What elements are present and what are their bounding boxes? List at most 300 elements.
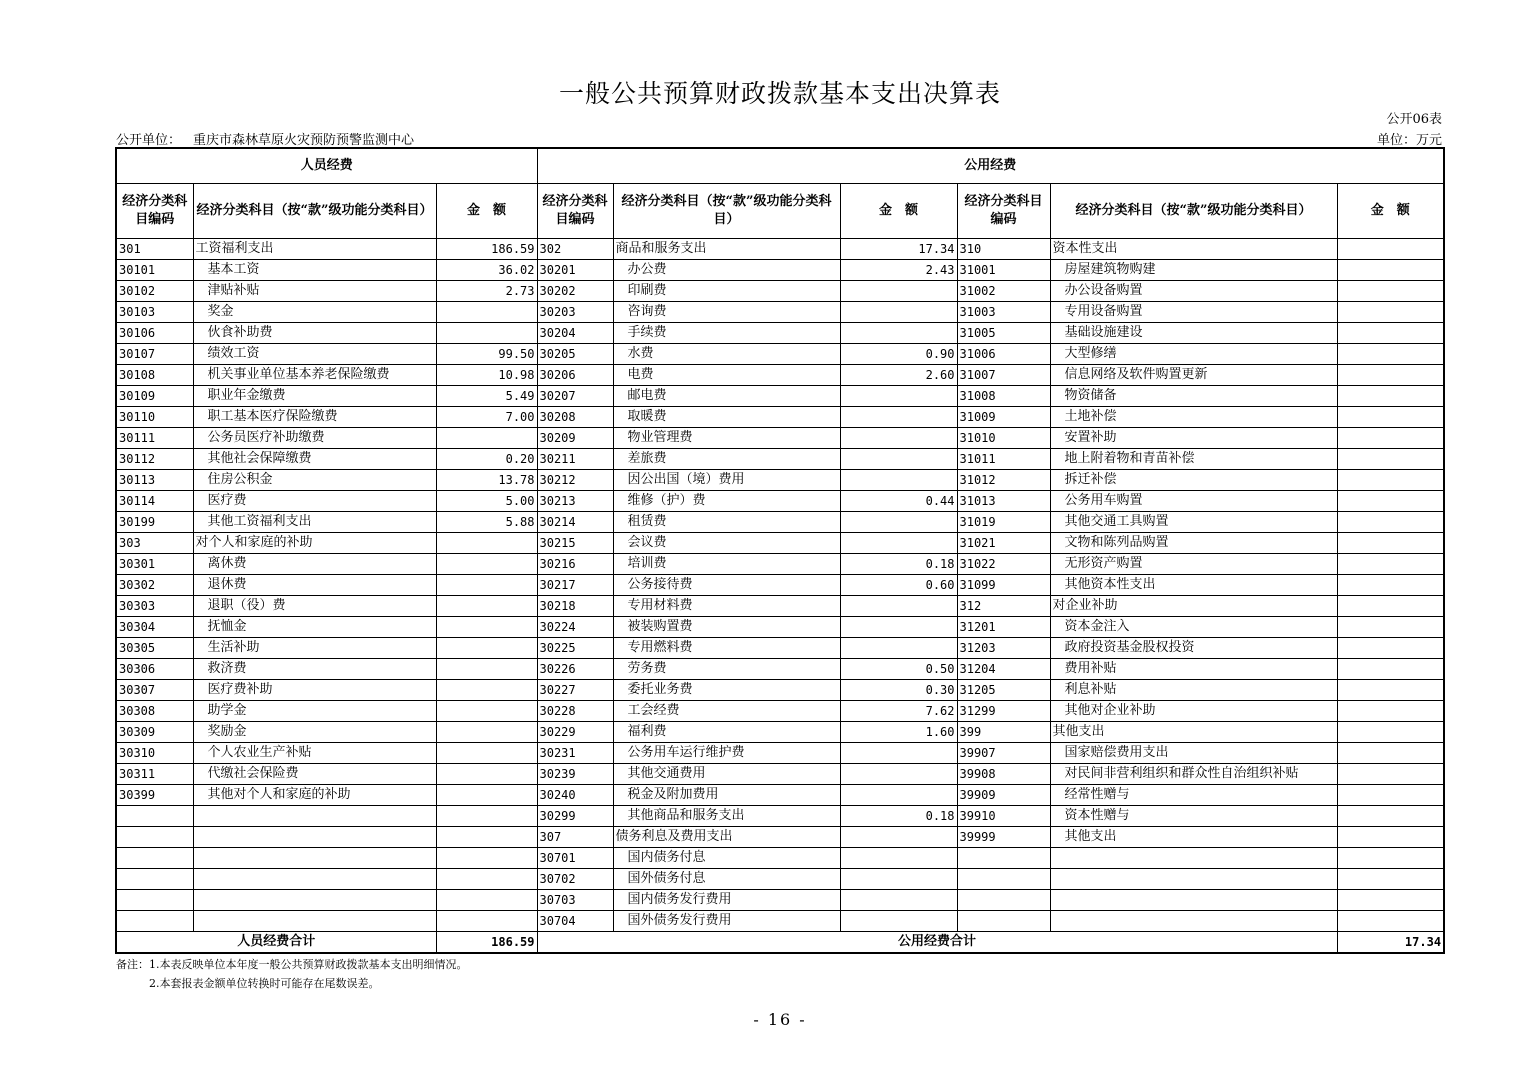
table-row <box>116 491 1444 512</box>
amount <box>436 302 537 323</box>
economic-code: 30228 <box>537 701 613 722</box>
economic-code: 30704 <box>537 911 613 932</box>
item-name: 基本工资 <box>193 260 436 281</box>
table-row <box>116 722 1444 743</box>
item-name: 取暖费 <box>613 407 840 428</box>
economic-code: 30112 <box>116 449 193 470</box>
table-row <box>116 386 1444 407</box>
table-row <box>116 617 1444 638</box>
amount: 0.18 <box>840 806 957 827</box>
item-name: 其他支出 <box>1050 722 1337 743</box>
item-name: 基础设施建设 <box>1050 323 1337 344</box>
item-name: 土地补偿 <box>1050 407 1337 428</box>
item-name: 公务员医疗补助缴费 <box>193 428 436 449</box>
item-name: 其他工资福利支出 <box>193 512 436 533</box>
item-name: 抚恤金 <box>193 617 436 638</box>
economic-code: 30310 <box>116 743 193 764</box>
item-name: 被装购置费 <box>613 617 840 638</box>
amount <box>1337 911 1444 932</box>
economic-code: 30114 <box>116 491 193 512</box>
page-number: - 16 - <box>753 1010 807 1029</box>
public-total-label: 公用经费合计 <box>537 932 1337 954</box>
item-name: 无形资产购置 <box>1050 554 1337 575</box>
economic-code: 31010 <box>957 428 1050 449</box>
economic-code: 30227 <box>537 680 613 701</box>
economic-code: 30703 <box>537 890 613 911</box>
item-name <box>1050 911 1337 932</box>
col-amount: 金 额 <box>1337 184 1444 239</box>
amount: 0.90 <box>840 344 957 365</box>
col-code: 经济分类科目编码 <box>116 184 193 239</box>
item-name: 国外债务发行费用 <box>613 911 840 932</box>
economic-code: 30214 <box>537 512 613 533</box>
amount <box>840 512 957 533</box>
economic-code: 31021 <box>957 533 1050 554</box>
item-name: 奖金 <box>193 302 436 323</box>
item-name: 物业管理费 <box>613 428 840 449</box>
amount <box>436 764 537 785</box>
group-personnel: 人员经费 <box>116 148 537 184</box>
amount <box>840 386 957 407</box>
amount <box>840 785 957 806</box>
amount: 1.60 <box>840 722 957 743</box>
economic-code <box>116 806 193 827</box>
item-name <box>1050 848 1337 869</box>
economic-code: 302 <box>537 239 613 260</box>
item-name: 其他商品和服务支出 <box>613 806 840 827</box>
economic-code: 30229 <box>537 722 613 743</box>
economic-code: 31205 <box>957 680 1050 701</box>
economic-code: 30225 <box>537 638 613 659</box>
item-name: 咨询费 <box>613 302 840 323</box>
amount <box>840 869 957 890</box>
item-name <box>193 806 436 827</box>
amount: 36.02 <box>436 260 537 281</box>
item-name: 税金及附加费用 <box>613 785 840 806</box>
amount <box>436 806 537 827</box>
economic-code <box>957 890 1050 911</box>
item-name: 对个人和家庭的补助 <box>193 533 436 554</box>
economic-code: 31008 <box>957 386 1050 407</box>
economic-code: 30209 <box>537 428 613 449</box>
table-row <box>116 302 1444 323</box>
item-name: 安置补助 <box>1050 428 1337 449</box>
item-name: 公务接待费 <box>613 575 840 596</box>
economic-code: 39999 <box>957 827 1050 848</box>
economic-code: 30399 <box>116 785 193 806</box>
economic-code: 31006 <box>957 344 1050 365</box>
report-title: 一般公共预算财政拨款基本支出决算表 <box>558 79 1001 108</box>
amount <box>1337 596 1444 617</box>
economic-code: 31201 <box>957 617 1050 638</box>
item-name: 办公设备购置 <box>1050 281 1337 302</box>
item-name: 奖励金 <box>193 722 436 743</box>
economic-code: 39909 <box>957 785 1050 806</box>
notes <box>116 955 468 993</box>
amount <box>1337 743 1444 764</box>
economic-code: 31007 <box>957 365 1050 386</box>
amount <box>1337 554 1444 575</box>
amount: 2.73 <box>436 281 537 302</box>
table-row <box>116 512 1444 533</box>
item-name: 其他支出 <box>1050 827 1337 848</box>
amount <box>436 701 537 722</box>
economic-code <box>116 848 193 869</box>
item-name: 电费 <box>613 365 840 386</box>
amount <box>1337 323 1444 344</box>
amount <box>436 911 537 932</box>
table-row <box>116 449 1444 470</box>
amount <box>1337 533 1444 554</box>
amount <box>840 407 957 428</box>
table-row <box>116 827 1444 848</box>
amount <box>1337 512 1444 533</box>
amount <box>436 785 537 806</box>
item-name: 医疗费 <box>193 491 436 512</box>
item-name: 职业年金缴费 <box>193 386 436 407</box>
amount <box>436 617 537 638</box>
economic-code: 399 <box>957 722 1050 743</box>
item-name: 印刷费 <box>613 281 840 302</box>
item-name: 公务用车购置 <box>1050 491 1337 512</box>
col-name: 经济分类科目（按“款”级功能分类科目） <box>193 184 436 239</box>
amount <box>1337 365 1444 386</box>
economic-code: 30239 <box>537 764 613 785</box>
economic-code: 303 <box>116 533 193 554</box>
item-name: 专用燃料费 <box>613 638 840 659</box>
amount <box>1337 827 1444 848</box>
item-name: 其他对个人和家庭的补助 <box>193 785 436 806</box>
economic-code: 31009 <box>957 407 1050 428</box>
item-name: 其他对企业补助 <box>1050 701 1337 722</box>
table-row <box>116 638 1444 659</box>
economic-code: 30211 <box>537 449 613 470</box>
amount: 7.62 <box>840 701 957 722</box>
table-row <box>116 764 1444 785</box>
amount <box>840 428 957 449</box>
item-name: 债务利息及费用支出 <box>613 827 840 848</box>
economic-code: 30109 <box>116 386 193 407</box>
item-name: 救济费 <box>193 659 436 680</box>
amount <box>436 554 537 575</box>
col-amount: 金 额 <box>840 184 957 239</box>
col-name: 经济分类科目（按“款”级功能分类科目） <box>1050 184 1337 239</box>
table-row <box>116 260 1444 281</box>
amount <box>436 722 537 743</box>
table-row <box>116 533 1444 554</box>
item-name <box>193 911 436 932</box>
amount <box>1337 449 1444 470</box>
item-name: 专用材料费 <box>613 596 840 617</box>
amount <box>840 533 957 554</box>
item-name: 职工基本医疗保险缴费 <box>193 407 436 428</box>
item-name: 费用补贴 <box>1050 659 1337 680</box>
group-public: 公用经费 <box>537 148 1444 184</box>
economic-code: 30299 <box>537 806 613 827</box>
personnel-total-label: 人员经费合计 <box>116 932 436 954</box>
table-row <box>116 407 1444 428</box>
economic-code: 30309 <box>116 722 193 743</box>
economic-code: 30217 <box>537 575 613 596</box>
economic-code: 30226 <box>537 659 613 680</box>
item-name: 国内债务发行费用 <box>613 890 840 911</box>
item-name: 差旅费 <box>613 449 840 470</box>
amount <box>840 890 957 911</box>
table-row <box>116 365 1444 386</box>
economic-code: 30301 <box>116 554 193 575</box>
economic-code: 30701 <box>537 848 613 869</box>
amount: 13.78 <box>436 470 537 491</box>
item-name: 退休费 <box>193 575 436 596</box>
economic-code <box>957 869 1050 890</box>
col-code: 经济分类科目编码 <box>957 184 1050 239</box>
item-name: 绩效工资 <box>193 344 436 365</box>
item-name: 办公费 <box>613 260 840 281</box>
item-name: 助学金 <box>193 701 436 722</box>
economic-code: 30111 <box>116 428 193 449</box>
item-name <box>193 890 436 911</box>
amount <box>840 470 957 491</box>
item-name: 拆迁补偿 <box>1050 470 1337 491</box>
economic-code: 30218 <box>537 596 613 617</box>
personnel-total-amount: 186.59 <box>436 932 537 954</box>
item-name <box>1050 890 1337 911</box>
item-name: 房屋建筑物购建 <box>1050 260 1337 281</box>
item-name: 劳务费 <box>613 659 840 680</box>
economic-code: 312 <box>957 596 1050 617</box>
table-row <box>116 806 1444 827</box>
amount: 2.43 <box>840 260 957 281</box>
economic-code: 30308 <box>116 701 193 722</box>
economic-code: 30213 <box>537 491 613 512</box>
item-name <box>193 869 436 890</box>
economic-code: 31003 <box>957 302 1050 323</box>
economic-code: 30106 <box>116 323 193 344</box>
item-name: 离休费 <box>193 554 436 575</box>
amount <box>840 596 957 617</box>
economic-code: 31013 <box>957 491 1050 512</box>
item-name: 生活补助 <box>193 638 436 659</box>
amount <box>840 302 957 323</box>
table-row <box>116 785 1444 806</box>
economic-code: 31099 <box>957 575 1050 596</box>
economic-code: 30107 <box>116 344 193 365</box>
amount: 0.30 <box>840 680 957 701</box>
item-name: 退职（役）费 <box>193 596 436 617</box>
amount: 5.88 <box>436 512 537 533</box>
economic-code: 30207 <box>537 386 613 407</box>
amount <box>1337 701 1444 722</box>
economic-code: 30702 <box>537 869 613 890</box>
item-name: 物资储备 <box>1050 386 1337 407</box>
economic-code: 30205 <box>537 344 613 365</box>
item-name: 津贴补贴 <box>193 281 436 302</box>
table-row <box>116 428 1444 449</box>
economic-code: 30303 <box>116 596 193 617</box>
economic-code: 31022 <box>957 554 1050 575</box>
amount <box>1337 638 1444 659</box>
item-name <box>193 827 436 848</box>
economic-code: 30202 <box>537 281 613 302</box>
amount <box>436 827 537 848</box>
item-name: 租赁费 <box>613 512 840 533</box>
economic-code: 30306 <box>116 659 193 680</box>
item-name: 大型修缮 <box>1050 344 1337 365</box>
amount <box>1337 848 1444 869</box>
amount <box>436 680 537 701</box>
table-row <box>116 596 1444 617</box>
economic-code: 30103 <box>116 302 193 323</box>
item-name: 地上附着物和青苗补偿 <box>1050 449 1337 470</box>
item-name: 水费 <box>613 344 840 365</box>
amount: 5.49 <box>436 386 537 407</box>
item-name: 医疗费补助 <box>193 680 436 701</box>
amount: 2.60 <box>840 365 957 386</box>
economic-code: 39908 <box>957 764 1050 785</box>
table-row <box>116 554 1444 575</box>
amount <box>436 743 537 764</box>
amount <box>1337 722 1444 743</box>
item-name: 因公出国（境）费用 <box>613 470 840 491</box>
table-row <box>116 470 1444 491</box>
unit-label: 公开单位： <box>116 133 182 148</box>
item-name: 其他资本性支出 <box>1050 575 1337 596</box>
item-name: 信息网络及软件购置更新 <box>1050 365 1337 386</box>
economic-code: 30224 <box>537 617 613 638</box>
item-name: 其他交通工具购置 <box>1050 512 1337 533</box>
economic-code: 30212 <box>537 470 613 491</box>
economic-code: 31001 <box>957 260 1050 281</box>
economic-code: 39910 <box>957 806 1050 827</box>
item-name: 国外债务付息 <box>613 869 840 890</box>
table-row <box>116 890 1444 911</box>
item-name: 工资福利支出 <box>193 239 436 260</box>
table-row <box>116 281 1444 302</box>
item-name: 维修（护）费 <box>613 491 840 512</box>
amount <box>1337 302 1444 323</box>
amount <box>840 281 957 302</box>
item-name: 个人农业生产补贴 <box>193 743 436 764</box>
economic-code <box>116 890 193 911</box>
economic-code: 30305 <box>116 638 193 659</box>
item-name: 商品和服务支出 <box>613 239 840 260</box>
economic-code: 30240 <box>537 785 613 806</box>
currency-unit: 单位：万元 <box>1376 133 1442 148</box>
economic-code <box>116 911 193 932</box>
item-name: 对企业补助 <box>1050 596 1337 617</box>
economic-code: 31012 <box>957 470 1050 491</box>
economic-code: 30102 <box>116 281 193 302</box>
col-code: 经济分类科目编码 <box>537 184 613 239</box>
table-body <box>116 239 1444 932</box>
item-name: 伙食补助费 <box>193 323 436 344</box>
amount: 186.59 <box>436 239 537 260</box>
economic-code: 39907 <box>957 743 1050 764</box>
item-name: 委托业务费 <box>613 680 840 701</box>
table-row <box>116 869 1444 890</box>
table-row <box>116 659 1444 680</box>
economic-code: 30231 <box>537 743 613 764</box>
reporting-unit <box>116 129 414 148</box>
economic-code <box>116 827 193 848</box>
table-row <box>116 743 1444 764</box>
item-name: 资本金注入 <box>1050 617 1337 638</box>
economic-code <box>116 869 193 890</box>
form-number: 公开06表 <box>1386 112 1442 127</box>
amount <box>840 449 957 470</box>
item-name: 专用设备购置 <box>1050 302 1337 323</box>
economic-code: 30201 <box>537 260 613 281</box>
amount <box>840 827 957 848</box>
item-name: 手续费 <box>613 323 840 344</box>
amount <box>1337 785 1444 806</box>
amount <box>1337 386 1444 407</box>
amount <box>1337 890 1444 911</box>
economic-code <box>957 911 1050 932</box>
public-total-amount: 17.34 <box>1337 932 1444 954</box>
item-name: 其他交通费用 <box>613 764 840 785</box>
group-header-row <box>116 148 1444 184</box>
economic-code: 31019 <box>957 512 1050 533</box>
amount <box>436 869 537 890</box>
amount: 0.20 <box>436 449 537 470</box>
amount: 7.00 <box>436 407 537 428</box>
amount <box>1337 491 1444 512</box>
amount <box>436 638 537 659</box>
amount <box>1337 407 1444 428</box>
expenditure-table <box>115 147 1445 954</box>
amount <box>1337 806 1444 827</box>
amount <box>1337 869 1444 890</box>
economic-code: 30101 <box>116 260 193 281</box>
item-name: 政府投资基金股权投资 <box>1050 638 1337 659</box>
economic-code: 30199 <box>116 512 193 533</box>
item-name: 机关事业单位基本养老保险缴费 <box>193 365 436 386</box>
economic-code: 310 <box>957 239 1050 260</box>
amount <box>840 638 957 659</box>
amount <box>436 575 537 596</box>
amount <box>436 323 537 344</box>
table-row <box>116 701 1444 722</box>
amount <box>840 911 957 932</box>
amount: 5.00 <box>436 491 537 512</box>
economic-code: 30311 <box>116 764 193 785</box>
economic-code: 30108 <box>116 365 193 386</box>
amount <box>1337 428 1444 449</box>
amount: 99.50 <box>436 344 537 365</box>
amount <box>436 890 537 911</box>
economic-code: 31002 <box>957 281 1050 302</box>
economic-code: 30304 <box>116 617 193 638</box>
table-row <box>116 911 1444 932</box>
amount <box>840 743 957 764</box>
economic-code <box>957 848 1050 869</box>
amount <box>1337 659 1444 680</box>
economic-code: 30216 <box>537 554 613 575</box>
amount <box>1337 281 1444 302</box>
amount <box>840 323 957 344</box>
economic-code: 30206 <box>537 365 613 386</box>
item-name: 经常性赠与 <box>1050 785 1337 806</box>
economic-code: 30203 <box>537 302 613 323</box>
economic-code: 30113 <box>116 470 193 491</box>
amount: 0.44 <box>840 491 957 512</box>
item-name: 代缴社会保险费 <box>193 764 436 785</box>
amount <box>840 848 957 869</box>
item-name: 对民间非营利组织和群众性自治组织补贴 <box>1050 764 1337 785</box>
item-name: 会议费 <box>613 533 840 554</box>
unit-name: 重庆市森林草原火灾预防预警监测中心 <box>193 133 415 148</box>
